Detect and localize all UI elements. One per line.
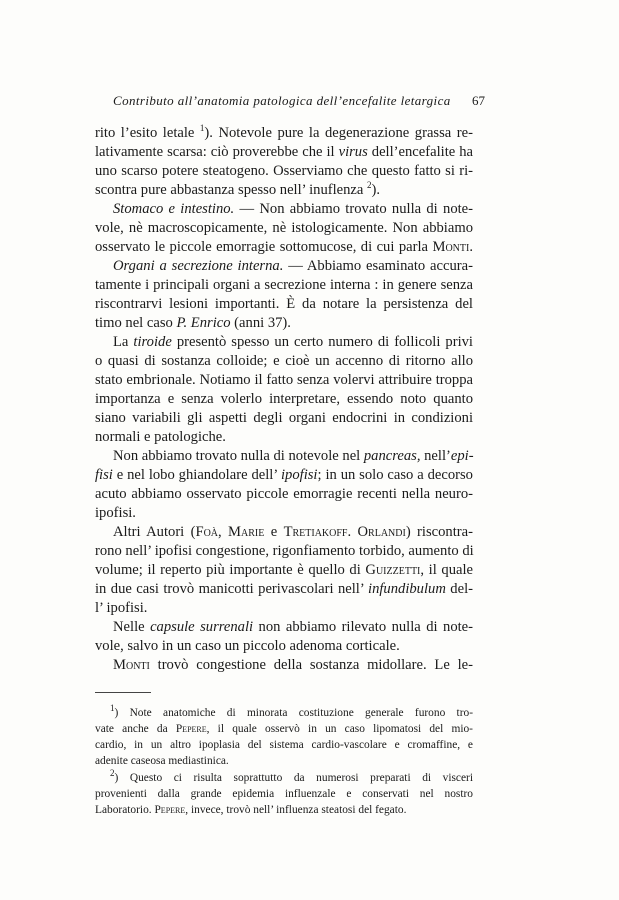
text-line: l’ ipofisi. [95, 600, 148, 616]
footnote-ref: 1 [199, 123, 205, 134]
text-line: acuto abbiamo osservato piccole emorragie recenti nella neuro- [95, 486, 473, 502]
text-line: siano variabili gli aspetti degli organi endocrini in condizioni [95, 410, 473, 426]
text-line: riscontrarvi lesioni importanti. È da notare la persistenza del [95, 296, 473, 312]
text-line: rito l’esito letale $^1$). Notevole pure la degenerazione grassa re- [95, 123, 473, 141]
text-line: vole, nè macroscopicamente, nè istologicamente. Non abbiamo [95, 220, 473, 236]
text-line: tamente i principali organi a secrezione interna : in genere senza [95, 277, 473, 293]
footnote-2: $^2$) Questo ci risulta soprattutto da numerosi preparati di visceri [110, 768, 473, 784]
text-line: ipofisi. [95, 505, 136, 521]
footnote-rule [95, 692, 151, 693]
section-heading: Organi a secrezione interna. [113, 258, 284, 274]
text-line: Non abbiamo trovato nulla di notevole nel pancreas, nell’epi- [113, 448, 474, 464]
text-line: Organi a secrezione interna. — Abbiamo esaminato accura- [113, 258, 473, 274]
text-line: o quasi di sostanza colloide; e cioè un accenno di ritorno allo [95, 353, 473, 369]
section-heading: Stomaco e intestino. [113, 201, 235, 217]
text-line: Altri Autori (Foà, Marie e Tretiakoff. Orlandi) riscontra- [113, 524, 473, 540]
text-line: osservato le piccole emorragie sottomucose, di cui parla Monti. [95, 239, 473, 255]
text-line: in due casi trovò manicotti perivascolari nell’ infundibulum del- [95, 581, 473, 597]
footnote-line: vate anche da Pepere, il quale osservò in un caso lipomatosi del mio- [95, 723, 473, 735]
footnote-number: 2 [110, 768, 115, 779]
footnote-1: $^1$) Note anatomiche di minorata costituzione generale furono tro- [110, 703, 473, 719]
text-line: importanza e senza volerlo interpretare, essendo noto quanto [95, 391, 473, 407]
text-line: normali e patologiche. [95, 429, 226, 445]
text-line: scontra pure abbastanza spesso nell’ inuflenza $^2$). [95, 180, 381, 198]
text-line: volume; il reperto più importante è quello di Guizzetti, il quale [95, 562, 474, 578]
footnote-line: Laboratorio. Pepere, invece, trovò nell’ influenza steatosi del fegato. [95, 804, 407, 816]
footnote-line: provenienti dalla grande epidemia influenzale e conservati nel nostro [95, 788, 473, 800]
text-line: Monti trovò congestione della sostanza midollare. Le le- [113, 657, 473, 673]
text-line: vole, salvo in un caso un piccolo adenoma corticale. [95, 638, 400, 654]
text-line: Stomaco e intestino. — Non abbiamo trovato nulla di note- [113, 201, 474, 217]
text-line: lativamente scarsa: ciò proverebbe che il virus dell’encefalite ha [95, 144, 473, 160]
footnote-line: cardio, in un altro ipoplasia del sistema cardio-vascolare e cromaffine, e [95, 739, 473, 751]
text-line: stato embrionale. Notiamo il fatto senza volervi attribuire troppa [95, 372, 473, 388]
footnote-ref: 2 [367, 180, 372, 191]
text-line: timo nel caso P. Enrico (anni 37). [95, 315, 291, 331]
text-line: rono nell’ ipofisi congestione, rigonfiamento torbido, aumento di [95, 543, 474, 559]
text-line: La tiroide presentò spesso un certo numero di follicoli privi [113, 334, 473, 350]
running-title: Contributo all’anatomia patologica dell’encefalite letargica [113, 93, 451, 108]
page-number: 67 [472, 93, 485, 108]
text-line: Nelle capsule surrenali non abbiamo rilevato nulla di note- [113, 619, 474, 635]
footnote-line: adenite caseosa mediastinica. [95, 755, 229, 767]
footnote-number: 1 [110, 703, 115, 714]
text-line: fisi e nel lobo ghiandolare dell’ ipofisi; in un solo caso a decorso [95, 467, 473, 483]
text-line: uno scarso potere steatogeno. Osserviamo che questo fatto si ri- [95, 163, 473, 179]
